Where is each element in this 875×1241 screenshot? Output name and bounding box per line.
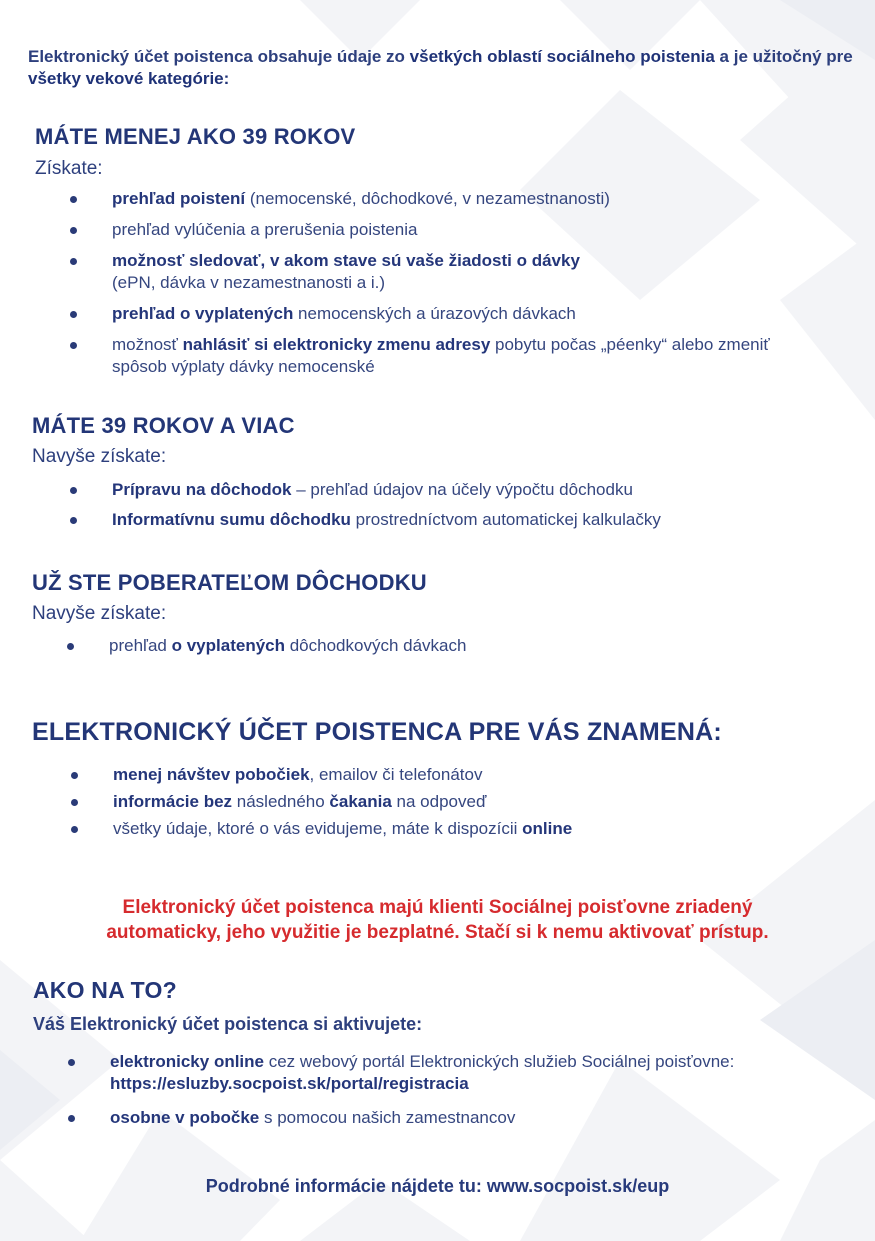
item-text: – prehľad údajov na účely výpočtu dôchodku (291, 480, 633, 499)
list-item (112, 219, 852, 241)
item-text: na odpoveď (391, 792, 487, 811)
list-item (110, 1051, 790, 1095)
registration-link[interactable]: https://esluzby.socpoist.sk/portal/registracia (110, 1074, 469, 1093)
item-text: , emailov či telefonátov (309, 765, 483, 784)
list-item (112, 334, 812, 378)
list-item (110, 1107, 810, 1129)
footer-info-link[interactable]: Podrobné informácie nájdete tu: www.socpoist.sk/eup (205, 1176, 670, 1196)
item-bold: elektronicky online (110, 1052, 264, 1071)
how-to-heading: AKO NA TO? (33, 977, 177, 1003)
list-item (112, 188, 852, 210)
list-item (109, 635, 849, 657)
item-bold: Prípravu na dôchodok (112, 480, 292, 499)
section-pensioner-list (109, 635, 849, 657)
list-item (112, 303, 852, 325)
item-text: všetky údaje, ktoré o vás evidujeme, máte k dispozícii (113, 819, 523, 838)
item-text: nemocenských a úrazových dávkach (293, 304, 576, 323)
item-text: s pomocou našich zamestnancov (259, 1108, 516, 1127)
item-bold: osobne v pobočke (110, 1108, 260, 1127)
item-text: prehľad vylúčenia a prerušenia poistenia (112, 220, 418, 239)
benefits-heading: ELEKTRONICKÝ ÚČET POISTENCA PRE VÁS ZNAMENÁ: (32, 718, 722, 746)
how-to-subheading: Váš Elektronický účet poistenca si aktivujete: (33, 1014, 423, 1034)
intro-text-1: Elektronický účet poistenca obsahuje údaje zo (28, 47, 410, 66)
item-bold: o vyplatených (171, 636, 285, 655)
intro-bold-2: všetky vekové kategórie: (28, 69, 230, 88)
notice-line-1: Elektronický účet poistenca majú klienti Sociálnej poisťovne zriadený (122, 897, 753, 918)
item-text: možnosť (112, 335, 183, 354)
item-text: prehľad (109, 636, 172, 655)
section-pensioner-subheading: Navyše získate: (32, 603, 167, 624)
list-item (113, 818, 853, 840)
section-39-plus-subheading: Navyše získate: (32, 446, 167, 467)
notice-line-2: automaticky, jeho využitie je bezplatné. Stačí si k nemu aktivovať prístup. (106, 922, 769, 943)
list-item (112, 509, 862, 531)
item-text: dôchodkových dávkach (285, 636, 467, 655)
item-text: následného (232, 792, 330, 811)
item-text: pobytu počas „péenky“ alebo zmeniť spôsob výplaty dávky nemocenské (112, 335, 770, 376)
item-text: prostredníctvom automatickej kalkulačky (350, 510, 661, 529)
free-service-notice (0, 895, 875, 945)
intro-bold-1: všetkých oblastí sociálneho poistenia (409, 47, 715, 66)
list-item (112, 250, 852, 294)
item-bold: menej návštev pobočiek (113, 765, 310, 784)
item-bold: informácie bez (113, 792, 233, 811)
section-under-39-heading: MÁTE MENEJ AKO 39 ROKOV (35, 124, 356, 149)
item-bold: prehľad o vyplatených (112, 304, 294, 323)
item-bold: nahlásiť si elektronicky zmenu adresy (182, 335, 491, 354)
item-bold: čakania (329, 792, 392, 811)
item-text: (nemocenské, dôchodkové, v nezamestnanosti) (245, 189, 610, 208)
benefits-list (113, 764, 853, 840)
list-item (113, 791, 853, 813)
section-39-plus-list (112, 479, 862, 531)
section-under-39-subheading: Získate: (35, 158, 103, 179)
item-bold: Informatívnu sumu dôchodku (112, 510, 351, 529)
item-bold: prehľad poistení (112, 189, 246, 208)
list-item (113, 764, 853, 786)
how-to-list (110, 1051, 810, 1129)
item-bold: online (522, 819, 573, 838)
list-item (112, 479, 862, 501)
item-text: (ePN, dávka v nezamestnanosti a i.) (112, 273, 386, 292)
section-under-39-list (112, 188, 852, 378)
section-39-plus-heading: MÁTE 39 ROKOV A VIAC (32, 413, 295, 438)
item-bold: možnosť sledovať, v akom stave sú vaše žiadosti o dávky (112, 251, 580, 270)
section-pensioner-heading: UŽ STE POBERATEĽOM DÔCHODKU (32, 570, 427, 595)
item-text: cez webový portál Elektronických služieb Sociálnej poisťovne: (264, 1052, 735, 1071)
intro-paragraph (28, 46, 858, 90)
intro-text-2: a je užitočný pre (714, 47, 853, 66)
